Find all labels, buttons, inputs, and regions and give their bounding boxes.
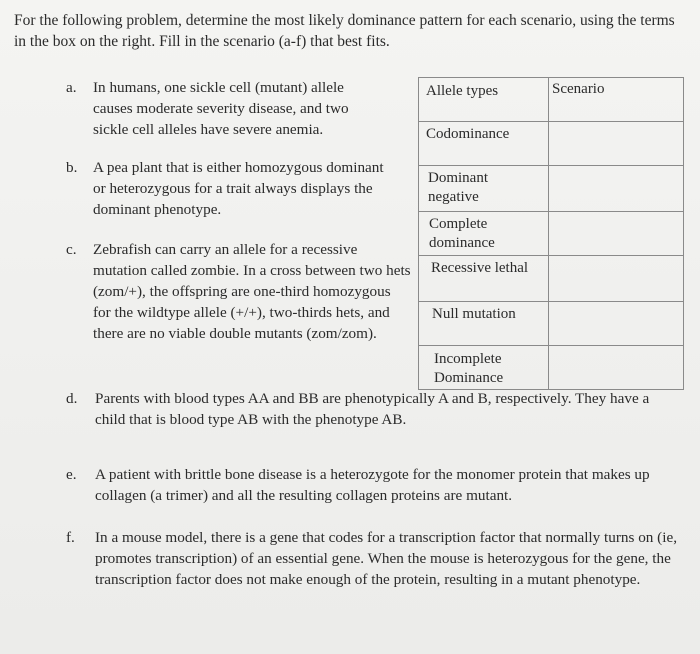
question-c (66, 239, 411, 344)
table-row-line (418, 211, 684, 212)
question-text: Zebrafish can carry an allele for a recessive mutation called zombie. In a cross between two hets (zom/+), the offspring are one-third homozygous for the wildtype allele (+/+), two-thirds hets, and there are no viable double mutants (zom/zom). (93, 241, 411, 342)
scenario-cell-codominance[interactable] (552, 125, 678, 161)
allele-recessive-lethal: Recessive lethal (431, 260, 529, 276)
scenario-cell-null-mutation[interactable] (552, 305, 678, 341)
table-row-line (418, 255, 684, 256)
question-text: A pea plant that is either homozygous dominant or heterozygous for a trait always displays the dominant phenotype. (93, 159, 384, 218)
question-e (66, 464, 676, 506)
question-letter: f. (66, 529, 75, 546)
allele-codominance: Codominance (426, 126, 510, 142)
allele-null-mutation: Null mutation (432, 306, 516, 322)
scenario-cell-incomplete-dominance[interactable] (552, 350, 678, 386)
question-letter: c. (66, 241, 77, 258)
scenario-cell-recessive-lethal[interactable] (552, 259, 678, 297)
question-d (66, 388, 681, 430)
question-text: In humans, one sickle cell (mutant) allele causes moderate severity disease, and two sickle cell alleles have severe anemia. (93, 79, 349, 138)
question-text: A patient with brittle bone disease is a heterozygote for the monomer protein that makes up collagen (a trimer) and all the resulting collagen proteins are mutant. (95, 466, 650, 504)
header-scenario: Scenario (552, 81, 605, 97)
table-row-line (418, 345, 684, 346)
table-border-right (683, 77, 684, 390)
table-border-left (418, 77, 419, 390)
question-letter: d. (66, 390, 78, 407)
question-letter: e. (66, 466, 77, 483)
scenario-cell-dominant-negative[interactable] (552, 169, 678, 207)
question-a (66, 77, 366, 140)
allele-types-table (418, 77, 684, 390)
allele-complete-dominance: Complete dominance (429, 216, 495, 251)
table-border-bottom (418, 389, 684, 390)
scenario-cell-complete-dominance[interactable] (552, 215, 678, 251)
question-letter: b. (66, 159, 78, 176)
header-allele-types: Allele types (426, 83, 499, 99)
question-letter: a. (66, 79, 77, 96)
question-text: Parents with blood types AA and BB are phenotypically A and B, respectively. They have a child that is blood type AB with the phenotype AB. (95, 390, 650, 428)
table-divider (548, 77, 549, 390)
question-text: In a mouse model, there is a gene that codes for a transcription factor that normally turns on (ie, promotes transcription) of an essential gene. When the mouse is heterozygous for the gene, the transcription factor does not make enough of the protein, resulting in a mutant phenotype. (95, 529, 677, 588)
table-row-line (418, 301, 684, 302)
question-f (66, 527, 681, 590)
instructions: For the following problem, determine the most likely dominance pattern for each scenario, using the terms in the box on the right. Fill in the scenario (a-f) that best fits. (14, 12, 675, 50)
allele-dominant-negative: Dominant negative (428, 170, 488, 205)
table-border-top (418, 77, 684, 78)
question-b (66, 157, 396, 220)
table-row-line (418, 121, 684, 122)
allele-incomplete-dominance: Incomplete Dominance (434, 351, 504, 386)
table-row-line (418, 165, 684, 166)
